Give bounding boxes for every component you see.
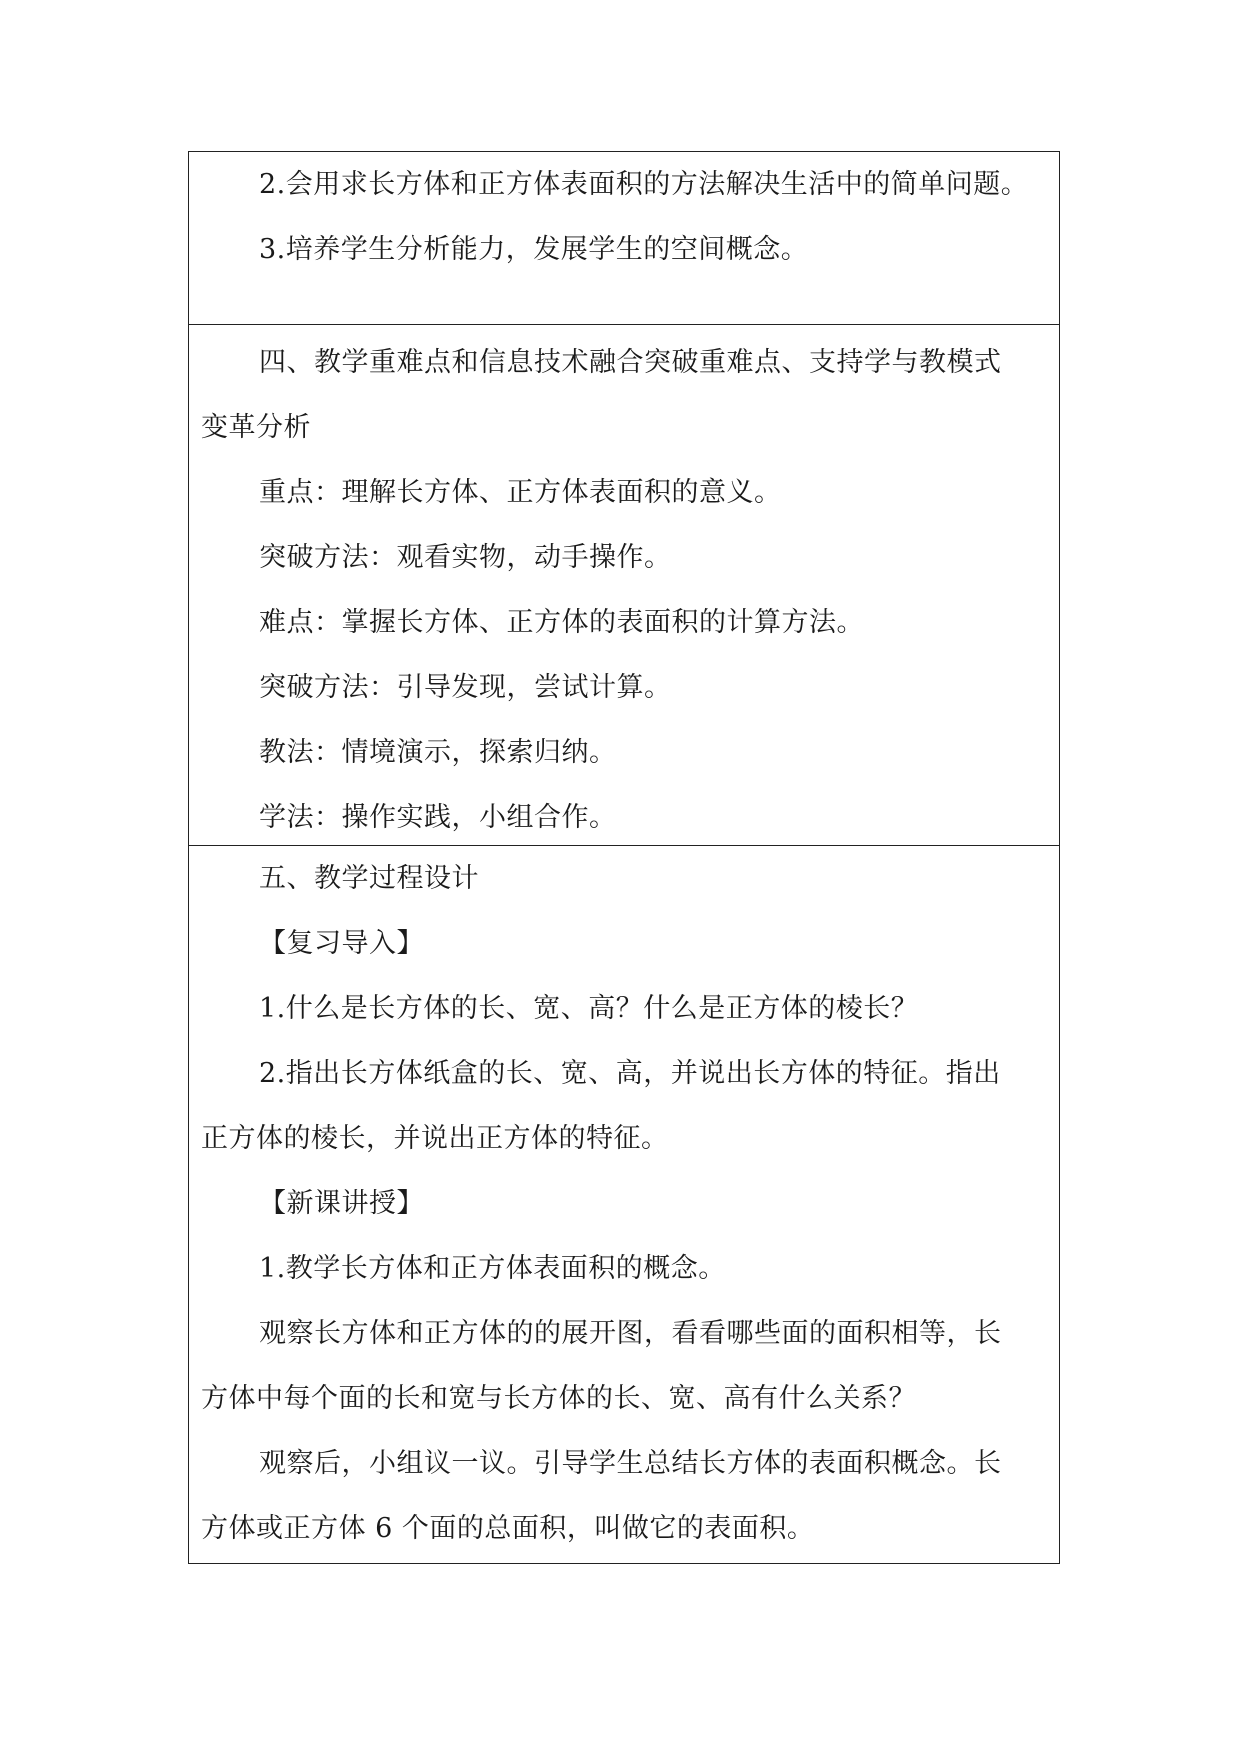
section-five-title: 五、教学过程设计 <box>259 863 479 894</box>
review-question-2: 2.指出长方体纸盒的长、宽、高，并说出长方体的特征。指出 <box>259 1058 1001 1089</box>
key-points-cell <box>189 325 1059 846</box>
goals-cell <box>189 152 1059 325</box>
summary-paragraph: 观察后，小组议一议。引导学生总结长方体的表面积概念。长 <box>259 1448 1002 1479</box>
key-point-method-line: 突破方法：观看实物，动手操作。 <box>259 542 672 573</box>
review-question-1: 1.什么是长方体的长、宽、高？什么是正方体的棱长？ <box>259 993 919 1024</box>
new-lesson-item-1: 1.教学长方体和正方体表面积的概念。 <box>259 1253 726 1284</box>
section-four-title: 四、教学重难点和信息技术融合突破重难点、支持学与教模式 <box>259 347 1002 378</box>
review-heading: 【复习导入】 <box>259 928 424 959</box>
key-point-line: 重点：理解长方体、正方体表面积的意义。 <box>259 477 782 508</box>
difficulty-line: 难点：掌握长方体、正方体的表面积的计算方法。 <box>259 607 864 638</box>
goal-line-2: 2.会用求长方体和正方体表面积的方法解决生活中的简单问题。 <box>259 169 1029 200</box>
teaching-method-line: 教法：情境演示，探索归纳。 <box>259 737 617 768</box>
goal-line-3: 3.培养学生分析能力，发展学生的空间概念。 <box>259 234 809 265</box>
process-cell <box>189 846 1059 1563</box>
summary-paragraph-cont: 方体或正方体 6 个面的总面积，叫做它的表面积。 <box>201 1513 815 1544</box>
new-lesson-heading: 【新课讲授】 <box>259 1188 424 1219</box>
learning-method-line: 学法：操作实践，小组合作。 <box>259 802 617 833</box>
observe-paragraph: 观察长方体和正方体的的展开图，看看哪些面的面积相等，长 <box>259 1318 1002 1349</box>
review-question-2-cont: 正方体的棱长，并说出正方体的特征。 <box>201 1123 669 1154</box>
observe-paragraph-cont: 方体中每个面的长和宽与长方体的长、宽、高有什么关系？ <box>201 1383 916 1414</box>
lesson-plan-table <box>188 151 1060 1564</box>
section-four-title-cont: 变革分析 <box>201 412 311 443</box>
difficulty-method-line: 突破方法：引导发现，尝试计算。 <box>259 672 672 703</box>
